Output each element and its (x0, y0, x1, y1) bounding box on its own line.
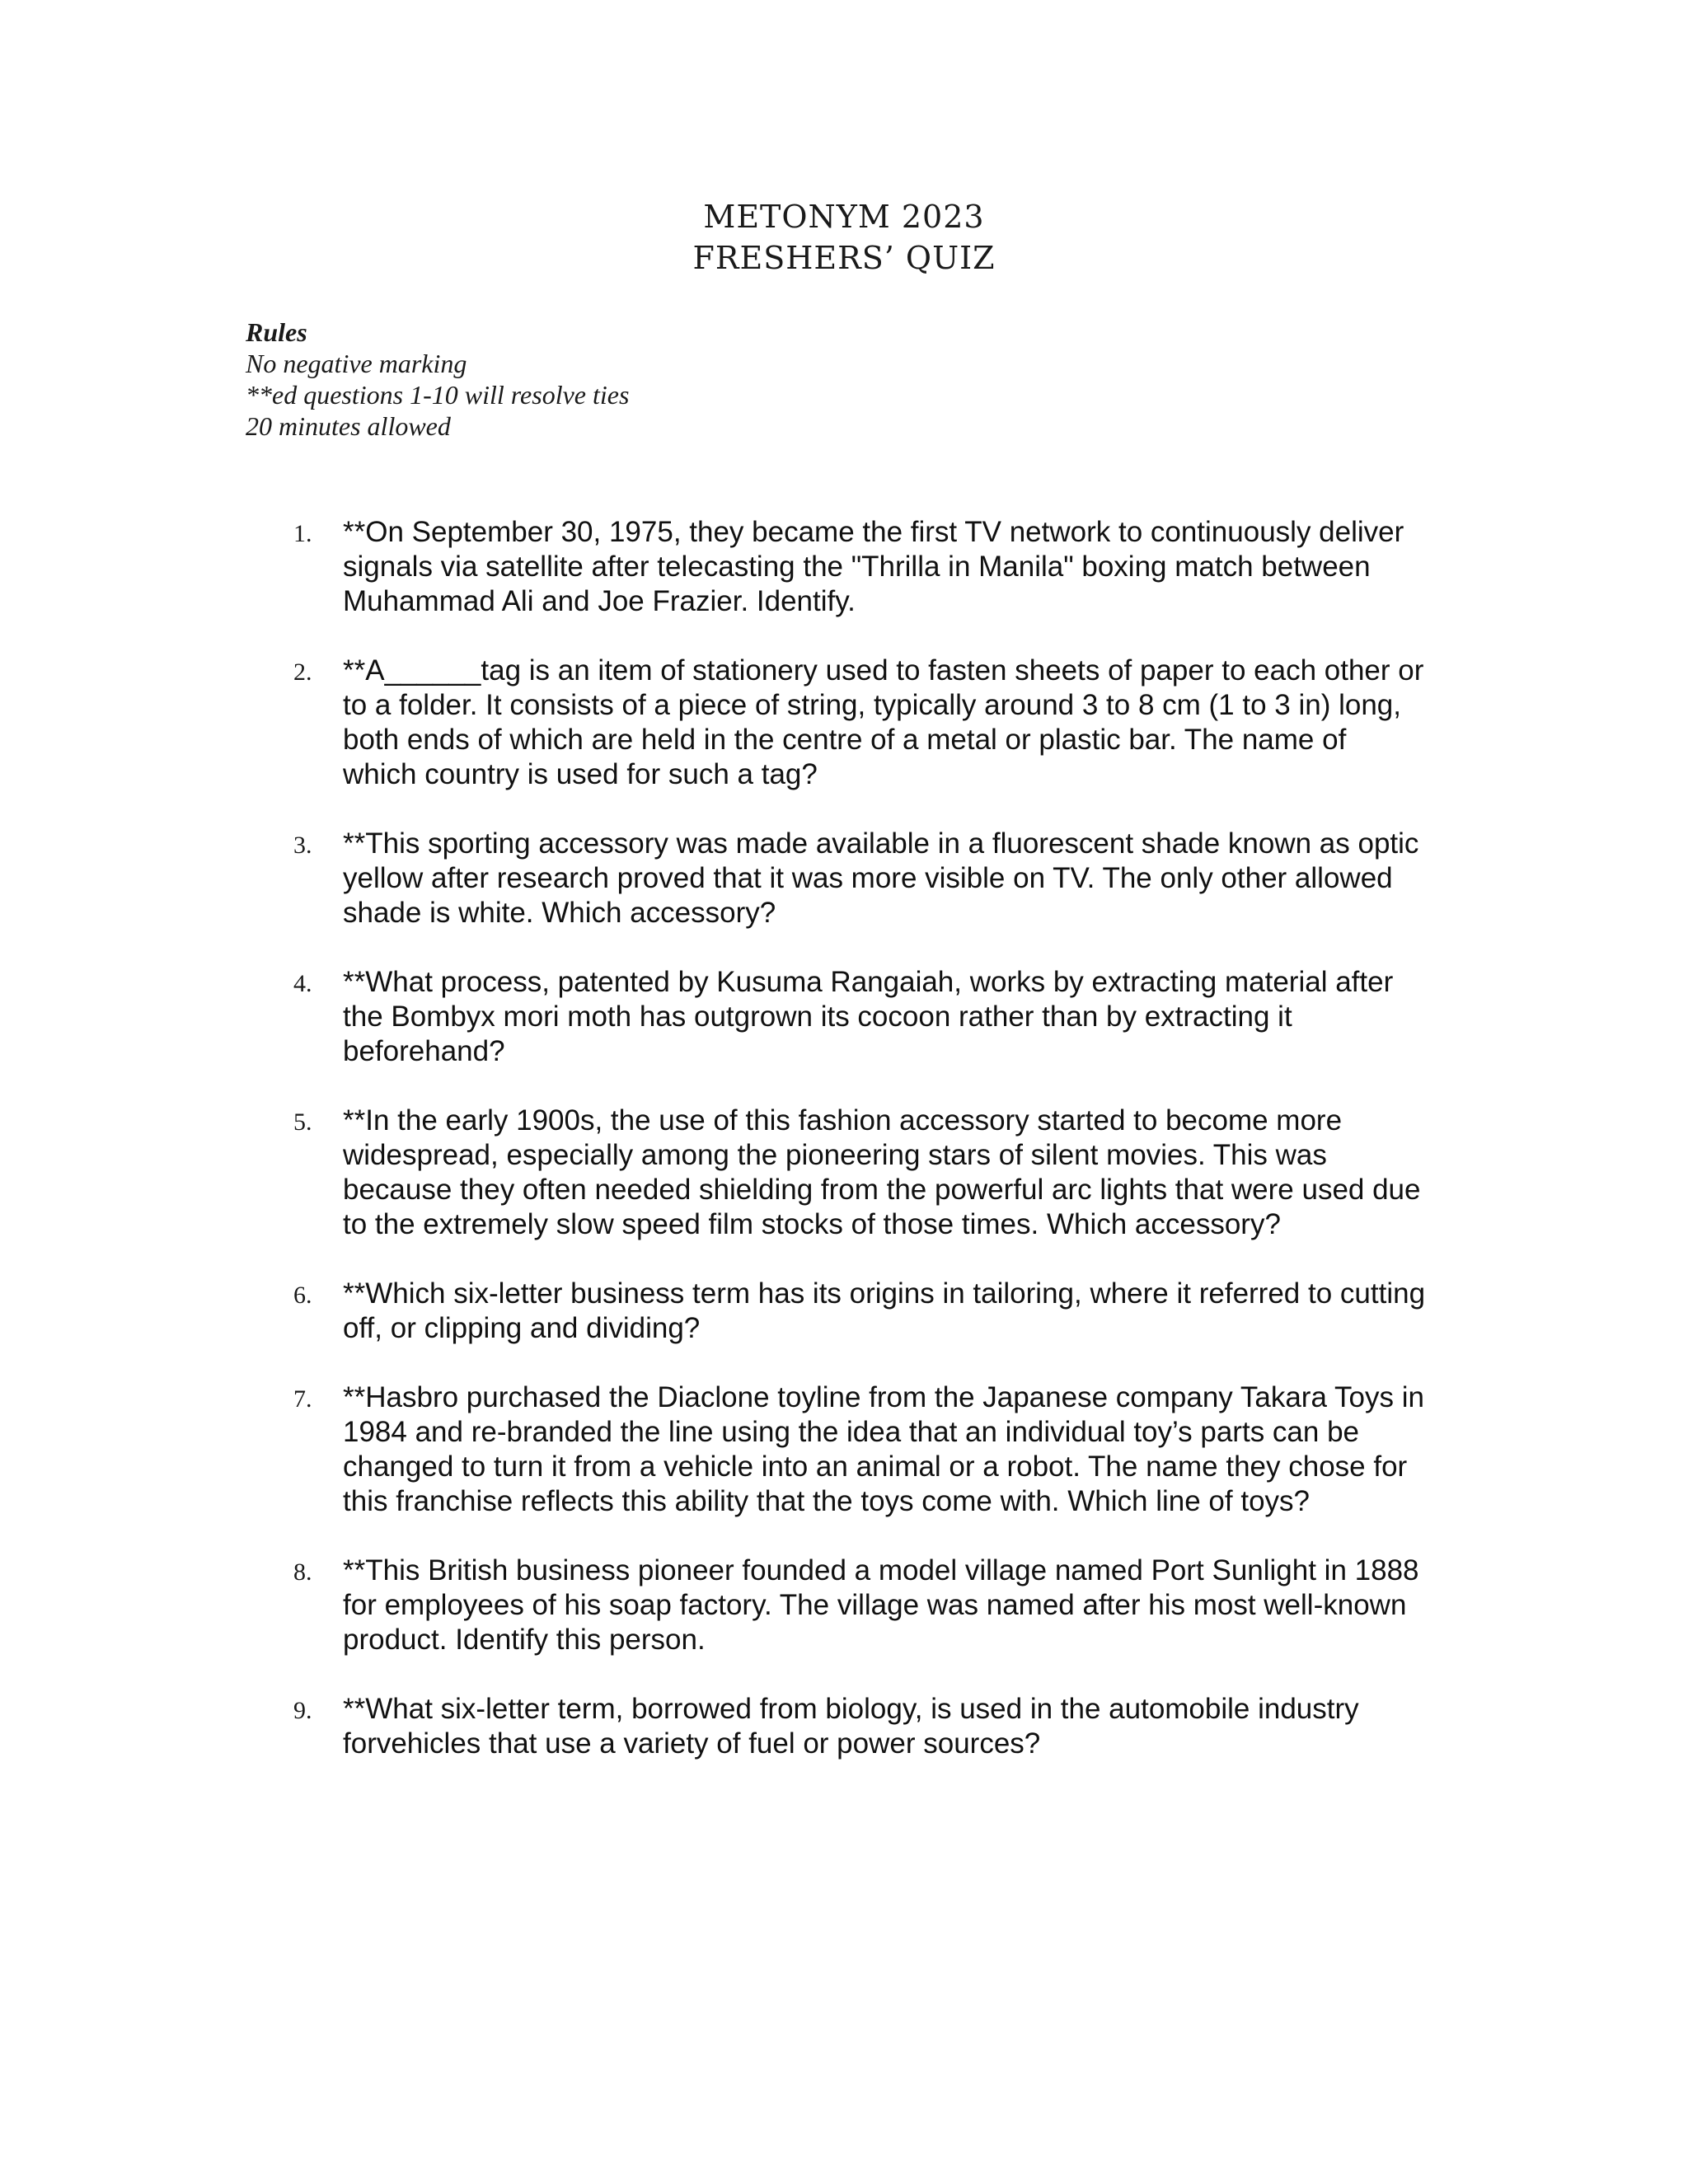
title-line-event: METONYM 2023 (703, 199, 985, 235)
rules-section (246, 316, 629, 442)
question-item (0, 965, 1688, 1069)
question-text: **What process, patented by Kusuma Rangaiah, works by extracting material after the Bombyx mori moth has outgrown its cocoon rather than by extracting it beforehand? (343, 966, 1394, 1067)
question-number: 9. (293, 1697, 312, 1724)
question-text: **In the early 1900s, the use of this fashion accessory started to become more widespread, especially among the pioneering stars of silent movies. This was because they often needed shielding from the powerful arc lights that were used due to the extremely slow speed film stocks of those times. Which accessory? (343, 1104, 1421, 1240)
question-item (0, 1692, 1688, 1761)
question-text: **On September 30, 1975, they became the first TV network to continuously deliver signals via satellite after telecasting the "Thrilla in Manila" boxing match between Muhammad Ali and Joe Frazier. Identify. (343, 516, 1404, 617)
question-number: 8. (293, 1558, 312, 1586)
question-number: 5. (293, 1108, 312, 1136)
question-item (0, 1554, 1688, 1657)
rules-heading: Rules (246, 317, 307, 347)
question-text: **A______tag is an item of stationery used to fasten sheets of paper to each other or to a folder. It consists of a piece of string, typically around 3 to 8 cm (1 to 3 in) long, both ends of which are held in the centre of a metal or plastic bar. The name of which country is used for such a tag? (343, 654, 1424, 790)
question-text: **This sporting accessory was made available in a fluorescent shade known as optic yellow after research proved that it was more visible on TV. The only other allowed shade is white. Which accessory? (343, 827, 1419, 929)
rule-item: No negative marking (246, 349, 467, 378)
question-number: 4. (293, 970, 312, 997)
question-item (0, 515, 1688, 619)
document-title (0, 196, 1688, 279)
question-item (0, 654, 1688, 792)
question-number: 6. (293, 1282, 312, 1309)
question-item (0, 1104, 1688, 1242)
title-line-quiz: FRESHERS’ QUIZ (692, 240, 996, 276)
rule-item: **ed questions 1-10 will resolve ties (246, 380, 630, 410)
question-item (0, 827, 1688, 930)
rule-item: 20 minutes allowed (246, 411, 451, 441)
question-number: 3. (293, 832, 312, 859)
question-list (0, 515, 1688, 1796)
question-item (0, 1277, 1688, 1346)
question-number: 7. (293, 1385, 312, 1413)
question-number: 2. (293, 658, 312, 686)
question-text: **What six-letter term, borrowed from biology, is used in the automobile industry forvehicles that use a variety of fuel or power sources? (343, 1693, 1359, 1760)
question-text: **This British business pioneer founded a model village named Port Sunlight in 1888 for employees of his soap factory. The village was named after his most well-known product. Identify this person. (343, 1554, 1419, 1656)
question-text: **Hasbro purchased the Diaclone toyline from the Japanese company Takara Toys in 1984 and re-branded the line using the idea that an individual toy’s parts can be changed to turn it from a vehicle into an animal or a robot. The name they chose for this franchise reflects this ability that the toys come with. Which line of toys? (343, 1381, 1424, 1517)
question-text: **Which six-letter business term has its origins in tailoring, where it referred to cutting off, or clipping and dividing? (343, 1277, 1426, 1344)
question-number: 1. (293, 520, 312, 547)
question-item (0, 1380, 1688, 1519)
